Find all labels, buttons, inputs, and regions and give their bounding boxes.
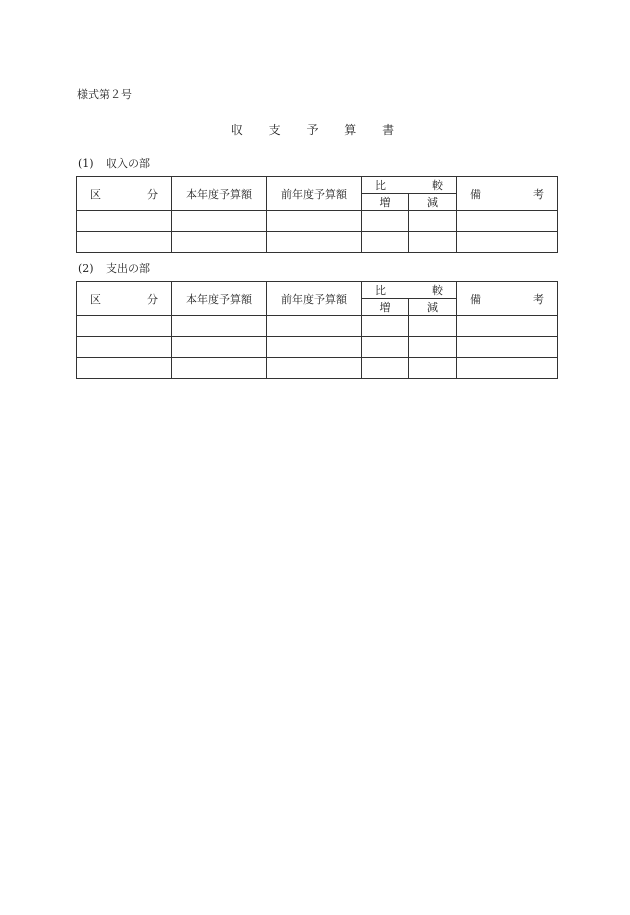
header-previous-budget: 前年度予算額 [267,282,362,316]
cell-previous-budget[interactable] [267,232,362,253]
form-number: 様式第２号 [77,88,132,101]
table-row [77,358,558,379]
cell-kubun[interactable] [77,211,172,232]
cell-kubun[interactable] [77,337,172,358]
header-kubun: 区 分 [77,177,172,211]
cell-decrease[interactable] [409,211,457,232]
table-row [77,316,558,337]
cell-previous-budget[interactable] [267,358,362,379]
table-row [77,337,558,358]
cell-current-budget[interactable] [172,211,267,232]
header-decrease: 減 [409,194,457,211]
cell-previous-budget[interactable] [267,316,362,337]
section-heading-income [78,155,150,171]
header-comparison: 比 較 [362,177,457,194]
cell-previous-budget[interactable] [267,337,362,358]
header-decrease: 減 [409,299,457,316]
header-kubun: 区 分 [77,282,172,316]
section-label: 収入の部 [106,157,150,170]
cell-previous-budget[interactable] [267,211,362,232]
cell-remarks[interactable] [457,211,558,232]
section-label: 支出の部 [106,262,150,275]
cell-kubun[interactable] [77,316,172,337]
table-row [77,211,558,232]
income-table [76,176,558,253]
cell-increase[interactable] [362,211,409,232]
header-current-budget: 本年度予算額 [172,177,267,211]
cell-current-budget[interactable] [172,316,267,337]
cell-remarks[interactable] [457,337,558,358]
cell-increase[interactable] [362,337,409,358]
section-heading-expenditure [78,260,150,276]
header-remarks: 備 考 [457,177,558,211]
cell-current-budget[interactable] [172,358,267,379]
header-comparison: 比 較 [362,282,457,299]
cell-current-budget[interactable] [172,232,267,253]
cell-remarks[interactable] [457,232,558,253]
cell-increase[interactable] [362,316,409,337]
cell-current-budget[interactable] [172,337,267,358]
cell-increase[interactable] [362,232,409,253]
cell-decrease[interactable] [409,337,457,358]
header-remarks: 備 考 [457,282,558,316]
section-number: (1) [78,157,94,170]
cell-kubun[interactable] [77,358,172,379]
document-title: 収 支 予 算 書 [230,123,406,137]
table-row [77,232,558,253]
cell-decrease[interactable] [409,358,457,379]
cell-increase[interactable] [362,358,409,379]
header-increase: 増 [362,194,409,211]
cell-remarks[interactable] [457,316,558,337]
cell-decrease[interactable] [409,316,457,337]
header-previous-budget: 前年度予算額 [267,177,362,211]
expenditure-table [76,281,558,379]
section-number: (2) [78,262,94,275]
header-current-budget: 本年度予算額 [172,282,267,316]
cell-remarks[interactable] [457,358,558,379]
cell-decrease[interactable] [409,232,457,253]
cell-kubun[interactable] [77,232,172,253]
header-increase: 増 [362,299,409,316]
